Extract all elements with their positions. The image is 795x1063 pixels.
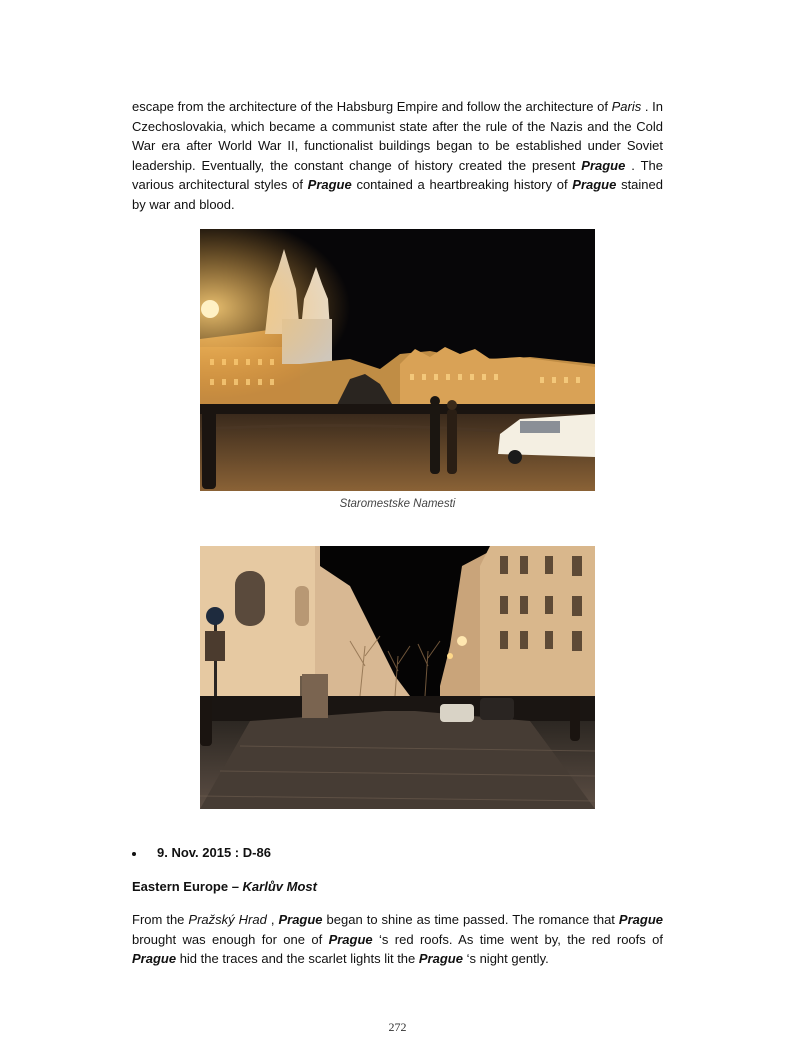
- prague-emphasis: Prague: [572, 177, 617, 193]
- text-segment: brought was enough for one of: [132, 931, 329, 947]
- text-segment: . In Czechoslovakia, which became a communist state after the rule of the Nazis and the Cold War era after World War II, functionalist buildings began to be established under Soviet leadership. Eventually, the constant change of history created the present: [132, 99, 663, 173]
- prague-emphasis: Prague: [278, 912, 323, 927]
- section-heading: [132, 879, 317, 894]
- hrad-italic: Pražský Hrad: [188, 912, 267, 927]
- text-segment: ‘s night gently.: [462, 951, 549, 967]
- old-town-square-illustration: [200, 229, 595, 491]
- night-street-illustration: [200, 546, 595, 809]
- paris-italic: Paris: [611, 99, 642, 114]
- text-segment: escape from the architecture of the Habsburg Empire and follow the architecture of: [132, 99, 612, 114]
- bullet-dot-icon: [132, 852, 136, 856]
- heading-place: Karlův Most: [242, 879, 317, 894]
- prague-emphasis: Prague: [418, 951, 463, 967]
- prague-emphasis: Prague: [328, 931, 373, 947]
- prague-emphasis: Prague: [581, 157, 626, 173]
- text-segment: From the: [132, 912, 189, 927]
- date-heading: 9. Nov. 2015 : D-86: [157, 845, 271, 860]
- photo-caption: Staromestske Namesti: [339, 498, 456, 510]
- heading-prefix: Eastern Europe –: [132, 879, 243, 894]
- text-segment: stained by war and blood.: [132, 177, 663, 212]
- text-segment: ,: [266, 912, 279, 927]
- prague-emphasis: Prague: [307, 177, 352, 193]
- paragraph-red-roofs: [132, 910, 663, 969]
- photo-old-town-square: [200, 229, 595, 491]
- text-segment: hid the traces and the scarlet lights lit the: [176, 951, 419, 967]
- text-segment: contained a heartbreaking history of: [351, 177, 573, 193]
- photo-night-street: [200, 546, 595, 809]
- prague-emphasis: Prague: [618, 912, 663, 927]
- prague-emphasis: Prague: [132, 951, 177, 967]
- text-segment: began to shine as time passed. The romance that: [322, 912, 619, 927]
- paragraph-habsburg-history: [132, 97, 663, 215]
- page-number: 272: [388, 1020, 407, 1034]
- text-segment: ‘s red roofs. As time went by, the red roofs of: [372, 931, 663, 947]
- text-segment: . The various architectural styles of: [132, 157, 663, 193]
